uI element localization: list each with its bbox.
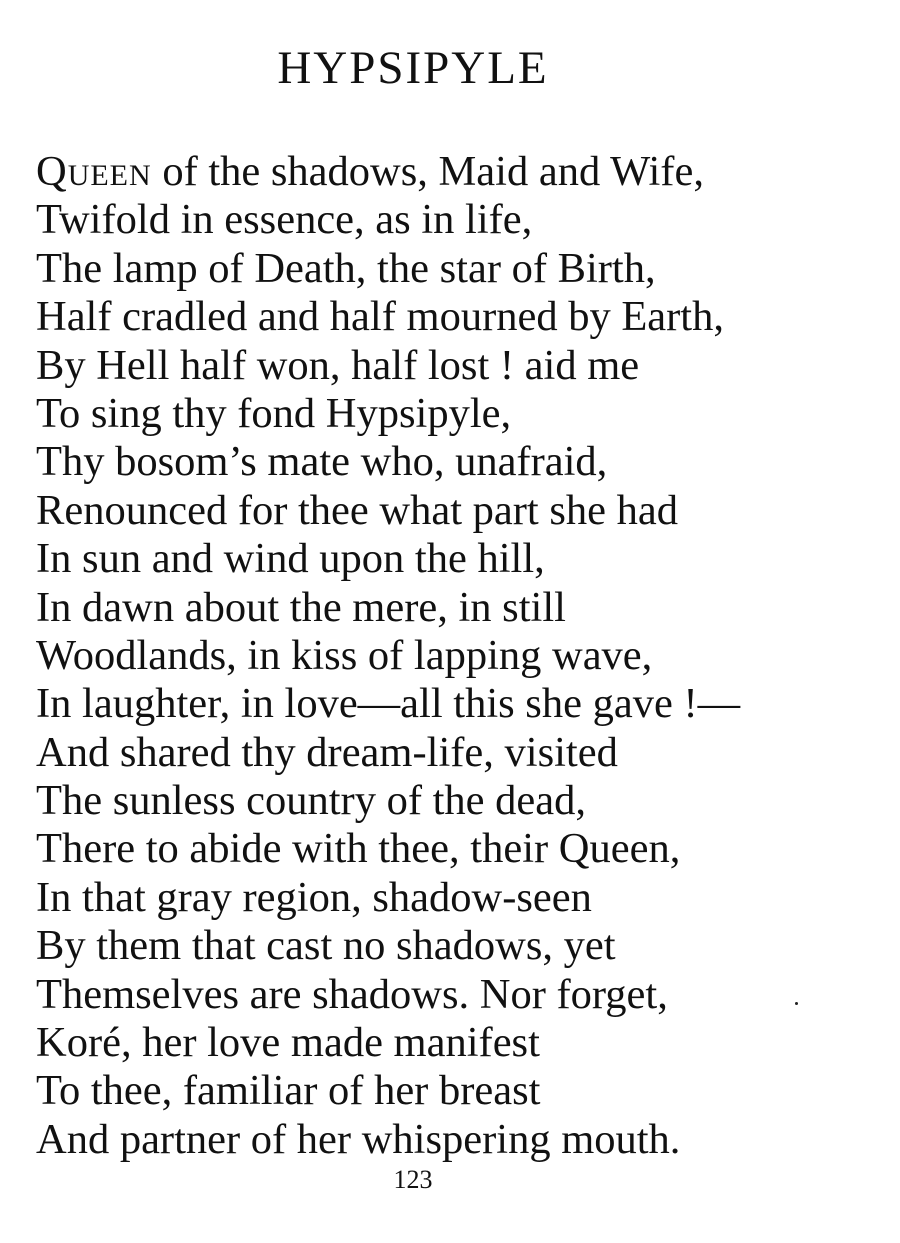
poem-line: Koré, her love made manifest (36, 1019, 540, 1067)
poem-line-text: of the shadows, Maid and Wife, (151, 148, 704, 195)
poem-line: Twifold in essence, as in life, (36, 196, 533, 244)
poem-line: To thee, familiar of her breast (36, 1067, 541, 1115)
poem-title: HYPSIPYLE (277, 42, 549, 94)
poem-line: Themselves are shadows. Nor forget, (36, 970, 668, 1018)
poem-line: Half cradled and half mourned by Earth, (36, 293, 724, 341)
poem-line: By Hell half won, half lost ! aid me (36, 341, 640, 389)
poem-line: There to abide with thee, their Queen, (36, 825, 681, 873)
poem-line: Woodlands, in kiss of lapping wave, (36, 631, 653, 679)
poem-line: And shared thy dream-life, visited (36, 728, 618, 776)
poem-line: The sunless country of the dead, (36, 777, 586, 825)
poem-body (36, 148, 876, 1164)
poem-line: In laughter, in love—all this she gave !— (36, 680, 741, 728)
poem-line: In sun and wind upon the hill, (36, 535, 545, 583)
page-number: 123 (393, 1165, 433, 1194)
poem-line: In that gray region, shadow-seen (36, 873, 592, 921)
poem-line (36, 148, 876, 196)
poem-line: Thy bosom’s mate who, unafraid, (36, 438, 608, 486)
poem-line: To sing thy fond Hypsipyle, (36, 389, 512, 437)
poem-line: In dawn about the mere, in still (36, 583, 566, 631)
print-speck (795, 1002, 798, 1005)
poem-line: By them that cast no shadows, yet (36, 922, 616, 970)
poem-line: Renounced for thee what part she had (36, 486, 678, 534)
poem-line: And partner of her whispering mouth. (36, 1115, 681, 1163)
poem-line: The lamp of Death, the star of Birth, (36, 244, 656, 292)
drop-word: Queen (36, 148, 152, 195)
